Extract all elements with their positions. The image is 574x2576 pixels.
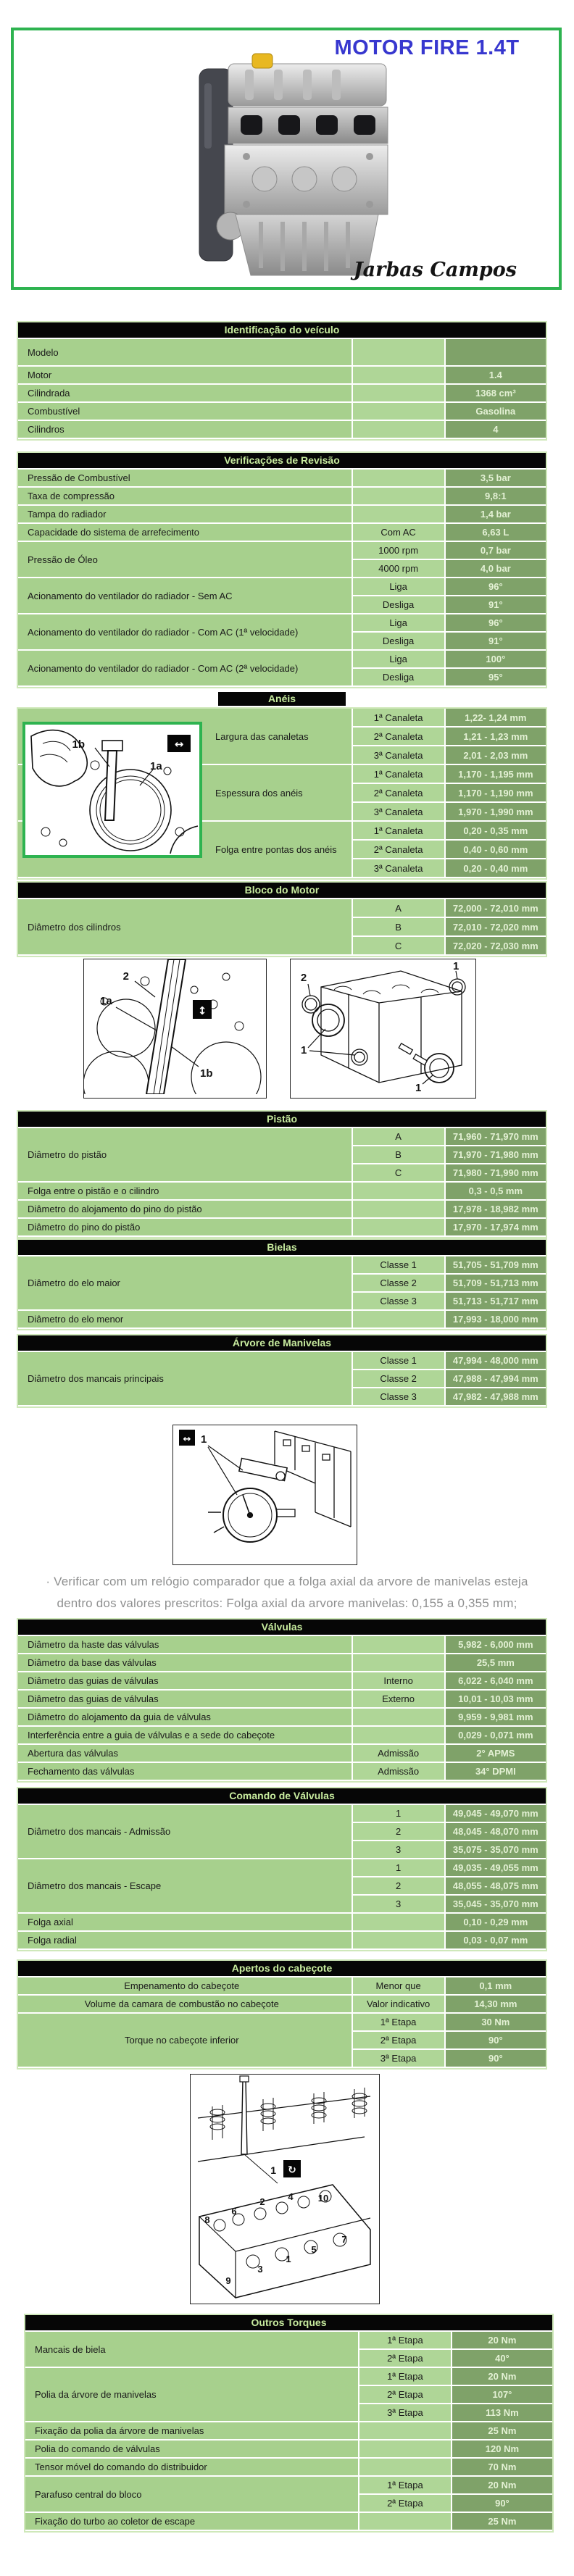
row-sub-label bbox=[359, 2513, 452, 2531]
row-sub-label: Com AC bbox=[353, 524, 446, 542]
row-sub-label: Desliga bbox=[353, 669, 446, 687]
label-1b: 1b bbox=[72, 738, 85, 751]
section-header-bielas: Bielas bbox=[18, 1240, 546, 1256]
row-sub-label: Desliga bbox=[353, 596, 446, 614]
row-value: 1,21 - 1,23 mm bbox=[446, 728, 546, 746]
row-sub-label: 3 bbox=[353, 1841, 446, 1859]
row-value: 2,01 - 2,03 mm bbox=[446, 746, 546, 765]
author-signature: Jarbas Campos bbox=[353, 259, 517, 281]
row-value: 20 Nm bbox=[452, 2332, 552, 2350]
row-value: 107° bbox=[452, 2386, 552, 2404]
row-value: 120 Nm bbox=[452, 2440, 552, 2459]
row-sub-label bbox=[353, 385, 446, 403]
row-sub-label: A bbox=[353, 899, 446, 918]
block-illustrations bbox=[83, 959, 574, 1099]
row-sub-label: 2 bbox=[353, 1823, 446, 1841]
table-apertos bbox=[17, 1959, 547, 2069]
row-sub-label: 3ª Canaleta bbox=[353, 746, 446, 765]
table-identificacao bbox=[17, 321, 547, 441]
valve-tool-glyph: ↻ bbox=[288, 2164, 296, 2176]
label-1b: 1b bbox=[200, 1067, 213, 1080]
section-header-verificacoes: Verificações de Revisão bbox=[18, 453, 546, 470]
row-value: 113 Nm bbox=[452, 2404, 552, 2422]
bottom-spacer bbox=[0, 2533, 574, 2576]
row-label: Polia da árvore de manivelas bbox=[25, 2368, 359, 2422]
row-sub-label: Liga bbox=[353, 651, 446, 669]
row-sub-label: Classe 3 bbox=[353, 1293, 446, 1311]
row-value: 6,63 L bbox=[446, 524, 546, 542]
table-outros bbox=[24, 2314, 554, 2533]
height-measure-glyph: ↕ bbox=[197, 1004, 207, 1017]
label-1: 1 bbox=[201, 1433, 207, 1446]
row-label: Largura das canaletas bbox=[18, 709, 353, 765]
torque-seq-10: 10 bbox=[317, 2193, 329, 2204]
row-sub-label: 1ª Canaleta bbox=[353, 709, 446, 728]
row-label: Modelo bbox=[18, 339, 353, 367]
row-value: 91° bbox=[446, 596, 546, 614]
row-sub-label bbox=[353, 1654, 446, 1672]
row-sub-label bbox=[353, 506, 446, 524]
row-sub-label: 1ª Canaleta bbox=[353, 822, 446, 841]
row-sub-label: 1 bbox=[353, 1805, 446, 1823]
row-sub-label: 1ª Etapa bbox=[359, 2368, 452, 2386]
table-pistao bbox=[17, 1110, 547, 1238]
row-value: 35,075 - 35,070 mm bbox=[446, 1841, 546, 1859]
row-value: 34° DPMI bbox=[446, 1763, 546, 1781]
row-label: Diâmetro da base das válvulas bbox=[18, 1654, 353, 1672]
row-sub-label bbox=[353, 367, 446, 385]
row-value: 25,5 mm bbox=[446, 1654, 546, 1672]
row-sub-label: B bbox=[353, 918, 446, 937]
row-sub-label bbox=[353, 1311, 446, 1329]
section-header-comando: Comando de Válvulas bbox=[18, 1788, 546, 1805]
row-label: Fixação da polia da árvore de manivelas bbox=[25, 2422, 359, 2440]
row-value: 0,1 mm bbox=[446, 1977, 546, 1996]
section-header-apertos: Apertos do cabeçote bbox=[18, 1961, 546, 1977]
row-sub-label: 4000 rpm bbox=[353, 560, 446, 578]
spec-table-arvore bbox=[17, 1334, 547, 1408]
row-label: Mancais de biela bbox=[25, 2332, 359, 2368]
note-line-1: · Verificar com um relógio comparador que a folga axial da arvore de manivelas esteja bbox=[46, 1575, 528, 1588]
engine-photo-frame bbox=[11, 28, 562, 290]
ring-groove-drawing bbox=[25, 725, 199, 855]
row-label: Combustível bbox=[18, 403, 353, 421]
row-sub-label: 3 bbox=[353, 1896, 446, 1914]
row-sub-label: 2ª Etapa bbox=[359, 2386, 452, 2404]
row-value: 51,709 - 51,713 mm bbox=[446, 1275, 546, 1293]
row-sub-label: 2ª Canaleta bbox=[353, 728, 446, 746]
row-value: 30 Nm bbox=[446, 2014, 546, 2032]
inset-label-1: 1 bbox=[270, 2164, 276, 2176]
row-value: 72,010 - 72,020 mm bbox=[446, 918, 546, 937]
label-2: 2 bbox=[300, 972, 307, 984]
row-label: Acionamento do ventilador do radiador - Sem AC bbox=[18, 578, 353, 614]
row-sub-label: 2ª Etapa bbox=[359, 2495, 452, 2513]
row-value: 0,029 - 0,071 mm bbox=[446, 1727, 546, 1745]
row-value: 3,5 bar bbox=[446, 470, 546, 488]
torque-seq-8: 8 bbox=[204, 2214, 210, 2225]
row-sub-label bbox=[353, 1201, 446, 1219]
section-header-arvore: Árvore de Manivelas bbox=[18, 1335, 546, 1352]
row-sub-label: Menor que bbox=[353, 1977, 446, 1996]
row-sub-label: 1ª Etapa bbox=[359, 2477, 452, 2495]
row-label: Motor bbox=[18, 367, 353, 385]
row-value: 51,713 - 51,717 mm bbox=[446, 1293, 546, 1311]
row-label: Fechamento das válvulas bbox=[18, 1763, 353, 1781]
row-label: Tampa do radiador bbox=[18, 506, 353, 524]
row-sub-label: A bbox=[353, 1128, 446, 1146]
row-sub-label: 1000 rpm bbox=[353, 542, 446, 560]
row-sub-label: Admissão bbox=[353, 1763, 446, 1781]
row-value: 91° bbox=[446, 633, 546, 651]
row-sub-label: C bbox=[353, 1164, 446, 1183]
row-value: 90° bbox=[446, 2050, 546, 2068]
row-sub-label bbox=[353, 1636, 446, 1654]
row-label: Abertura das válvulas bbox=[18, 1745, 353, 1763]
label-2: 2 bbox=[122, 970, 129, 983]
row-label: Diâmetro do pistão bbox=[18, 1128, 353, 1183]
row-sub-label bbox=[359, 2422, 452, 2440]
table-verificacoes bbox=[17, 451, 547, 688]
row-value: 51,705 - 51,709 mm bbox=[446, 1256, 546, 1275]
row-value: 10,01 - 10,03 mm bbox=[446, 1691, 546, 1709]
row-sub-label: C bbox=[353, 937, 446, 956]
row-value: 96° bbox=[446, 614, 546, 633]
spec-table-outros bbox=[24, 2314, 554, 2533]
width-measure-glyph: ↔ bbox=[174, 738, 184, 751]
row-sub-label bbox=[353, 470, 446, 488]
ring-groove-illustration bbox=[22, 722, 202, 858]
row-value: 0,40 - 0,60 mm bbox=[446, 841, 546, 859]
row-label: Empenamento do cabeçote bbox=[18, 1977, 353, 1996]
row-value: 17,993 - 18,000 mm bbox=[446, 1311, 546, 1329]
table-bloco bbox=[17, 881, 547, 957]
width-measure-glyph: ↔ bbox=[183, 1434, 191, 1445]
torque-seq-9: 9 bbox=[225, 2275, 231, 2286]
row-label: Parafuso central do bloco bbox=[25, 2477, 359, 2513]
torque-seq-2: 2 bbox=[259, 2196, 265, 2207]
section-header-aneis: Anéis bbox=[218, 692, 346, 706]
cylinder-head-illustration bbox=[190, 2074, 380, 2304]
row-label: Diâmetro da haste das válvulas bbox=[18, 1636, 353, 1654]
row-label: Diâmetro do elo menor bbox=[18, 1311, 353, 1329]
row-label: Folga radial bbox=[18, 1932, 353, 1950]
row-value: 72,000 - 72,010 mm bbox=[446, 899, 546, 918]
row-sub-label: 1ª Canaleta bbox=[353, 765, 446, 784]
row-sub-label: 3ª Canaleta bbox=[353, 803, 446, 822]
row-label: Taxa de compressão bbox=[18, 488, 353, 506]
spec-table-pistao bbox=[17, 1110, 547, 1238]
table-valvulas bbox=[17, 1618, 547, 1783]
row-value: 72,020 - 72,030 mm bbox=[446, 937, 546, 956]
spec-table-bloco bbox=[17, 881, 547, 957]
spec-table-apertos bbox=[17, 1959, 547, 2069]
engine-photo bbox=[156, 43, 417, 283]
label-1a: 1a bbox=[150, 760, 162, 772]
row-sub-label bbox=[353, 339, 446, 367]
row-label: Tensor móvel do comando do distribuidor bbox=[25, 2459, 359, 2477]
row-sub-label bbox=[359, 2440, 452, 2459]
dial-gauge-drawing bbox=[173, 1425, 355, 1561]
row-sub-label: 3ª Etapa bbox=[359, 2404, 452, 2422]
row-sub-label: Desliga bbox=[353, 633, 446, 651]
row-sub-label: Admissão bbox=[353, 1745, 446, 1763]
section-header-identificacao: Identificação do veículo bbox=[18, 322, 546, 339]
row-sub-label: Valor indicativo bbox=[353, 1996, 446, 2014]
table-bielas bbox=[17, 1238, 547, 1330]
row-label: Diâmetro do elo maior bbox=[18, 1256, 353, 1311]
row-value: 4 bbox=[446, 421, 546, 439]
row-label: Diâmetro do alojamento da guia de válvulas bbox=[18, 1709, 353, 1727]
row-value: 47,982 - 47,988 mm bbox=[446, 1388, 546, 1406]
torque-seq-1: 1 bbox=[286, 2254, 291, 2264]
row-value bbox=[446, 339, 546, 367]
row-value: 1368 cm³ bbox=[446, 385, 546, 403]
spec-table-bielas bbox=[17, 1238, 547, 1330]
row-value: 1,4 bar bbox=[446, 506, 546, 524]
row-value: 1,170 - 1,195 mm bbox=[446, 765, 546, 784]
section-header-bloco: Bloco do Motor bbox=[18, 883, 546, 899]
note-line-2: dentro dos valores prescritos: Folga axial da arvore manivelas: 0,155 a 0,355 mm; bbox=[57, 1596, 517, 1610]
row-label: Cilindrada bbox=[18, 385, 353, 403]
row-sub-label bbox=[353, 488, 446, 506]
row-label: Diâmetro dos mancais - Escape bbox=[18, 1859, 353, 1914]
row-sub-label bbox=[353, 403, 446, 421]
bore-straightedge-illustration bbox=[83, 959, 267, 1099]
row-value: 96° bbox=[446, 578, 546, 596]
row-sub-label bbox=[353, 1183, 446, 1201]
row-value: 20 Nm bbox=[452, 2368, 552, 2386]
spec-table-verificacoes bbox=[17, 451, 547, 688]
label-1-left: 1 bbox=[301, 1044, 307, 1056]
row-label: Diâmetro das guias de válvulas bbox=[18, 1672, 353, 1691]
row-value: 40° bbox=[452, 2350, 552, 2368]
row-value: 48,055 - 48,075 mm bbox=[446, 1877, 546, 1896]
row-sub-label: 2 bbox=[353, 1877, 446, 1896]
row-label: Espessura dos anéis bbox=[18, 765, 353, 822]
table-aneis bbox=[17, 692, 547, 880]
row-label: Acionamento do ventilador do radiador - Com AC (2ª velocidade) bbox=[18, 651, 353, 687]
torque-seq-4: 4 bbox=[288, 2191, 294, 2202]
row-label: Interferência entre a guia de válvulas e a sede do cabeçote bbox=[18, 1727, 353, 1745]
torque-seq-6: 6 bbox=[231, 2206, 237, 2217]
block-seals-illustration bbox=[290, 959, 476, 1099]
row-label: Pressão de Óleo bbox=[18, 542, 353, 578]
row-value: 0,7 bar bbox=[446, 542, 546, 560]
torque-seq-7: 7 bbox=[341, 2234, 347, 2245]
row-label: Capacidade do sistema de arrefecimento bbox=[18, 524, 353, 542]
row-sub-label: 1 bbox=[353, 1859, 446, 1877]
row-sub-label: Externo bbox=[353, 1691, 446, 1709]
row-label: Folga entre pontas dos anéis bbox=[18, 822, 353, 878]
row-value: 47,994 - 48,000 mm bbox=[446, 1352, 546, 1370]
row-sub-label bbox=[353, 421, 446, 439]
row-label: Folga entre o pistão e o cilindro bbox=[18, 1183, 353, 1201]
section-header-pistao: Pistão bbox=[18, 1112, 546, 1128]
row-value: 17,978 - 18,982 mm bbox=[446, 1201, 546, 1219]
row-value: 5,982 - 6,000 mm bbox=[446, 1636, 546, 1654]
row-label: Acionamento do ventilador do radiador - Com AC (1ª velocidade) bbox=[18, 614, 353, 651]
spec-table-identificacao bbox=[17, 321, 547, 441]
section-header-outros: Outros Torques bbox=[25, 2315, 552, 2332]
row-sub-label: Classe 3 bbox=[353, 1388, 446, 1406]
row-value: 17,970 - 17,974 mm bbox=[446, 1219, 546, 1237]
row-value: 25 Nm bbox=[452, 2513, 552, 2531]
row-value: 71,960 - 71,970 mm bbox=[446, 1128, 546, 1146]
section-header-valvulas: Válvulas bbox=[18, 1620, 546, 1636]
row-value: 71,980 - 71,990 mm bbox=[446, 1164, 546, 1183]
row-sub-label: 1ª Etapa bbox=[359, 2332, 452, 2350]
row-sub-label: Classe 1 bbox=[353, 1352, 446, 1370]
row-sub-label: Classe 2 bbox=[353, 1275, 446, 1293]
row-label: Diâmetro dos cilindros bbox=[18, 899, 353, 956]
dial-gauge-illustration bbox=[172, 1425, 357, 1565]
row-sub-label: Liga bbox=[353, 578, 446, 596]
row-value: 1.4 bbox=[446, 367, 546, 385]
row-value: 20 Nm bbox=[452, 2477, 552, 2495]
row-value: 100° bbox=[446, 651, 546, 669]
row-label: Folga axial bbox=[18, 1914, 353, 1932]
row-value: 70 Nm bbox=[452, 2459, 552, 2477]
row-sub-label bbox=[353, 1709, 446, 1727]
row-value: 90° bbox=[452, 2495, 552, 2513]
row-sub-label: 1ª Etapa bbox=[353, 2014, 446, 2032]
table-arvore bbox=[17, 1334, 547, 1408]
row-label: Cilindros bbox=[18, 421, 353, 439]
row-sub-label: 2ª Canaleta bbox=[353, 841, 446, 859]
row-label: Diâmetro das guias de válvulas bbox=[18, 1691, 353, 1709]
row-value: 1,22- 1,24 mm bbox=[446, 709, 546, 728]
row-value: 95° bbox=[446, 669, 546, 687]
row-value: Gasolina bbox=[446, 403, 546, 421]
table-comando bbox=[17, 1787, 547, 1951]
row-label: Torque no cabeçote inferior bbox=[18, 2014, 353, 2068]
row-value: 0,3 - 0,5 mm bbox=[446, 1183, 546, 1201]
row-value: 0,20 - 0,40 mm bbox=[446, 859, 546, 878]
row-label: Diâmetro dos mancais principais bbox=[18, 1352, 353, 1406]
row-label: Pressão de Combustível bbox=[18, 470, 353, 488]
torque-seq-5: 5 bbox=[311, 2244, 317, 2255]
row-label: Volume da camara de combustão no cabeçote bbox=[18, 1996, 353, 2014]
torque-seq-3: 3 bbox=[257, 2264, 263, 2275]
row-value: 35,045 - 35,070 mm bbox=[446, 1896, 546, 1914]
row-value: 2° APMS bbox=[446, 1745, 546, 1763]
row-value: 47,988 - 47,994 mm bbox=[446, 1370, 546, 1388]
row-value: 49,045 - 49,070 mm bbox=[446, 1805, 546, 1823]
row-sub-label bbox=[359, 2459, 452, 2477]
row-sub-label bbox=[353, 1932, 446, 1950]
cylinder-head-drawing bbox=[191, 2075, 378, 2300]
row-sub-label bbox=[353, 1914, 446, 1932]
row-sub-label: 3ª Canaleta bbox=[353, 859, 446, 878]
row-sub-label: Liga bbox=[353, 614, 446, 633]
row-sub-label: 2ª Canaleta bbox=[353, 784, 446, 803]
row-value: 71,970 - 71,980 mm bbox=[446, 1146, 546, 1164]
row-sub-label: 3ª Etapa bbox=[353, 2050, 446, 2068]
row-label: Diâmetro dos mancais - Admissão bbox=[18, 1805, 353, 1859]
row-value: 6,022 - 6,040 mm bbox=[446, 1672, 546, 1691]
row-value: 48,045 - 48,070 mm bbox=[446, 1823, 546, 1841]
row-value: 49,035 - 49,055 mm bbox=[446, 1859, 546, 1877]
row-sub-label bbox=[353, 1219, 446, 1237]
row-value: 0,20 - 0,35 mm bbox=[446, 822, 546, 841]
row-sub-label bbox=[353, 1727, 446, 1745]
label-1-top: 1 bbox=[453, 960, 459, 972]
row-sub-label: B bbox=[353, 1146, 446, 1164]
row-sub-label: Interno bbox=[353, 1672, 446, 1691]
row-value: 9,959 - 9,981 mm bbox=[446, 1709, 546, 1727]
row-value: 1,170 - 1,190 mm bbox=[446, 784, 546, 803]
block-seals-drawing bbox=[291, 959, 475, 1094]
bore-straightedge-drawing bbox=[84, 959, 266, 1094]
page-title: MOTOR FIRE 1.4T bbox=[334, 36, 520, 59]
row-label: Fixação do turbo ao coletor de escape bbox=[25, 2513, 359, 2531]
label-1-bottom: 1 bbox=[415, 1082, 422, 1094]
row-label: Diâmetro do alojamento do pino do pistão bbox=[18, 1201, 353, 1219]
row-label: Diâmetro do pino do pistão bbox=[18, 1219, 353, 1237]
spec-table-valvulas bbox=[17, 1618, 547, 1783]
row-value: 14,30 mm bbox=[446, 1996, 546, 2014]
row-sub-label: 2ª Etapa bbox=[353, 2032, 446, 2050]
spec-table-comando bbox=[17, 1787, 547, 1951]
row-label: Polia do comando de válvulas bbox=[25, 2440, 359, 2459]
row-sub-label: Classe 1 bbox=[353, 1256, 446, 1275]
label-1a: 1a bbox=[100, 995, 112, 1007]
row-sub-label: Classe 2 bbox=[353, 1370, 446, 1388]
row-value: 25 Nm bbox=[452, 2422, 552, 2440]
row-value: 4,0 bar bbox=[446, 560, 546, 578]
row-value: 1,970 - 1,990 mm bbox=[446, 803, 546, 822]
row-value: 9,8:1 bbox=[446, 488, 546, 506]
row-value: 0,10 - 0,29 mm bbox=[446, 1914, 546, 1932]
row-sub-label: 2ª Etapa bbox=[359, 2350, 452, 2368]
row-value: 90° bbox=[446, 2032, 546, 2050]
row-value: 0,03 - 0,07 mm bbox=[446, 1932, 546, 1950]
